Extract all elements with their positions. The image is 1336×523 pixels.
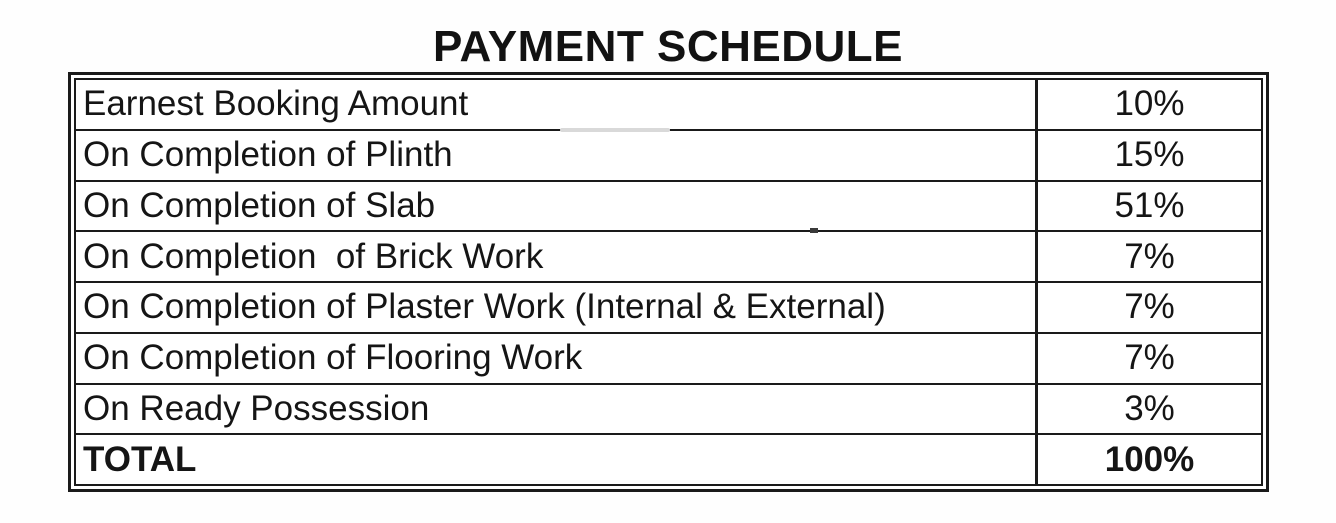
row-label: On Ready Possession: [83, 388, 430, 428]
payment-schedule-table-inner: [74, 78, 1263, 486]
page-title: PAYMENT SCHEDULE: [432, 22, 904, 71]
row-value: 3%: [1035, 385, 1261, 434]
table-row: [76, 334, 1261, 385]
row-label: On Completion of Brick Work: [83, 236, 544, 276]
scan-artifact: [810, 228, 818, 233]
table-row: [76, 232, 1261, 283]
table-row: [76, 182, 1261, 233]
payment-schedule-table: [68, 72, 1269, 492]
row-label: On Completion of Flooring Work: [83, 338, 583, 378]
table-row: [76, 283, 1261, 334]
row-value: 7%: [1035, 232, 1261, 281]
total-label: TOTAL: [83, 439, 197, 479]
row-label: On Completion of Plinth: [83, 135, 453, 175]
row-label: On Completion of Slab: [83, 185, 436, 225]
total-value: 100%: [1035, 435, 1261, 484]
table-row: [76, 131, 1261, 182]
table-row: [76, 385, 1261, 436]
scan-artifact: [560, 128, 670, 132]
row-label: On Completion of Plaster Work (Internal & External): [83, 287, 886, 327]
row-value: 7%: [1035, 334, 1261, 383]
row-label: Earnest Booking Amount: [83, 84, 469, 124]
row-value: 51%: [1035, 182, 1261, 231]
table-row: [76, 80, 1261, 131]
row-value: 10%: [1035, 80, 1261, 129]
row-value: 7%: [1035, 283, 1261, 332]
table-row-total: [76, 435, 1261, 484]
row-value: 15%: [1035, 131, 1261, 180]
